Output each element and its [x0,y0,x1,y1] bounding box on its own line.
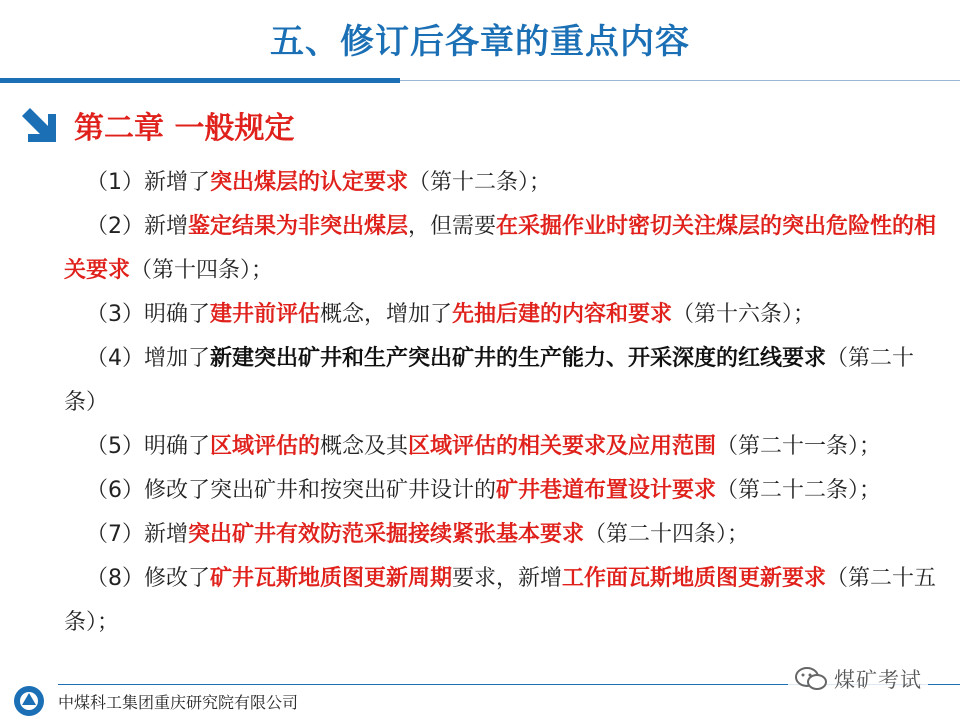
item-highlight: 工作面瓦斯地质图更新要求 [562,566,827,591]
item-highlight: 突出矿井有效防范采掘接续紧张基本要求 [188,522,585,547]
list-item [64,337,944,425]
item-text: （第二十一条）； [716,434,882,459]
item-highlight: 区域评估的 [210,434,321,459]
item-text: 概念，增加了 [320,302,453,327]
watermark [788,662,928,696]
item-highlight: 矿井瓦斯地质图更新周期 [210,566,453,591]
section-header [18,103,294,147]
item-text: （第二十五条）； [64,566,937,635]
item-text: （第十四条）； [130,258,274,283]
item-highlight: 矿井巷道布置设计要求 [496,478,717,503]
item-text: ，但需要 [408,214,497,239]
item-text: （5）明确了 [86,434,210,459]
item-text: （第十二条）； [408,170,552,195]
item-text: （第二十条） [64,346,915,415]
item-text: （7）新增 [86,522,188,547]
list-item [64,557,944,645]
item-text: （4）增加了 [86,346,210,371]
item-highlight: 先抽后建的内容和要求 [452,302,673,327]
company-logo-icon [12,684,46,718]
item-text: （第十六条）； [672,302,816,327]
item-highlight: 区域评估的相关要求及应用范围 [408,434,717,459]
item-text: （2）新增 [86,214,188,239]
item-highlight: 鉴定结果为非突出煤层 [188,214,409,239]
item-text: 概念及其 [320,434,409,459]
item-list [64,161,944,645]
wechat-icon [794,666,828,692]
item-text: （第二十二条）； [716,478,882,503]
list-item [64,293,944,337]
item-text: （1）新增了 [86,170,210,195]
list-item [64,513,944,557]
item-highlight: 突出煤层的认定要求 [210,170,409,195]
item-text: （3）明确了 [86,302,210,327]
title-underline-thin [400,80,960,81]
item-highlight: 在采掘作业时密切关注煤层的突出危险性的相关要求 [64,214,937,283]
item-highlight: 建井前评估 [210,302,321,327]
list-item [64,161,944,205]
item-text: （第二十四条）； [584,522,750,547]
list-item [64,425,944,469]
list-item [64,205,944,293]
page-title: 五、修订后各章的重点内容 [270,22,690,62]
title-underline [0,78,400,83]
footer-company-name: 中煤科工集团重庆研究院有限公司 [58,693,299,712]
list-item [64,469,944,513]
section-title: 第二章 一般规定 [74,111,295,146]
arrow-down-right-icon [18,104,60,146]
item-text: （8）修改了 [86,566,210,591]
item-text: 要求，新增 [452,566,563,591]
watermark-text: 煤矿考试 [834,668,922,692]
item-text: （6）修改了突出矿井和按突出矿井设计的 [86,478,496,503]
item-emphasis: 新建突出矿井和生产突出矿井的生产能力、开采深度的红线要求 [210,346,827,371]
